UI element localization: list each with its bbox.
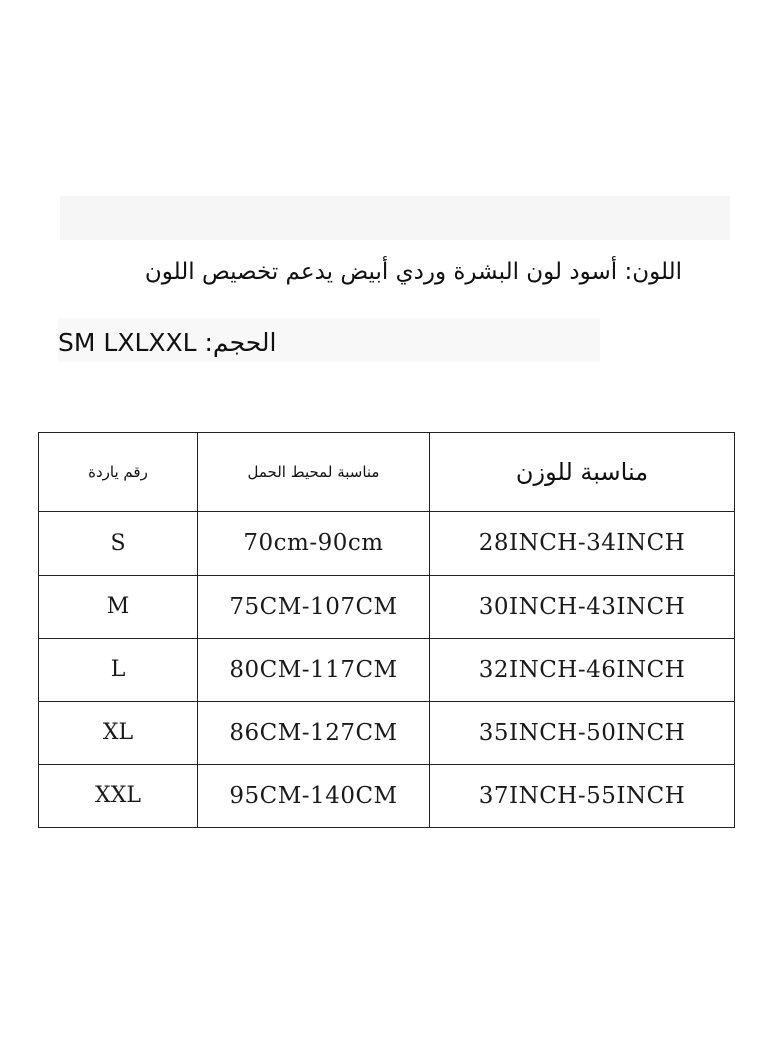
size-cell: XXL [39,764,198,827]
size-cell: XL [39,701,198,764]
table-row [39,575,735,638]
waist-cell: 70cm-90cm [198,512,430,575]
table-row [39,764,735,827]
size-cell: S [39,512,198,575]
table-row [39,512,735,575]
size-options-value: الحجم: SM LXLXXL [58,328,277,357]
color-options-text: اللون: أسود لون البشرة وردي أبيض يدعم تخصيص اللون [144,259,682,285]
header-weight: مناسبة للوزن [430,433,735,512]
waist-cell: 95CM-140CM [198,764,430,827]
header-size: رقم ياردة [39,433,198,512]
waist-cell: 86CM-127CM [198,701,430,764]
weight-cell: 32INCH-46INCH [430,638,735,701]
header-waist: مناسبة لمحيط الحمل [198,433,430,512]
waist-cell: 75CM-107CM [198,575,430,638]
table-row [39,701,735,764]
table-row [39,638,735,701]
waist-cell: 80CM-117CM [198,638,430,701]
size-options-text [58,322,478,364]
size-cell: M [39,575,198,638]
weight-cell: 35INCH-50INCH [430,701,735,764]
table-header-row [39,433,735,512]
weight-cell: 30INCH-43INCH [430,575,735,638]
background-band [60,196,730,240]
weight-cell: 28INCH-34INCH [430,512,735,575]
weight-cell: 37INCH-55INCH [430,764,735,827]
size-chart-table [38,432,735,828]
size-cell: L [39,638,198,701]
